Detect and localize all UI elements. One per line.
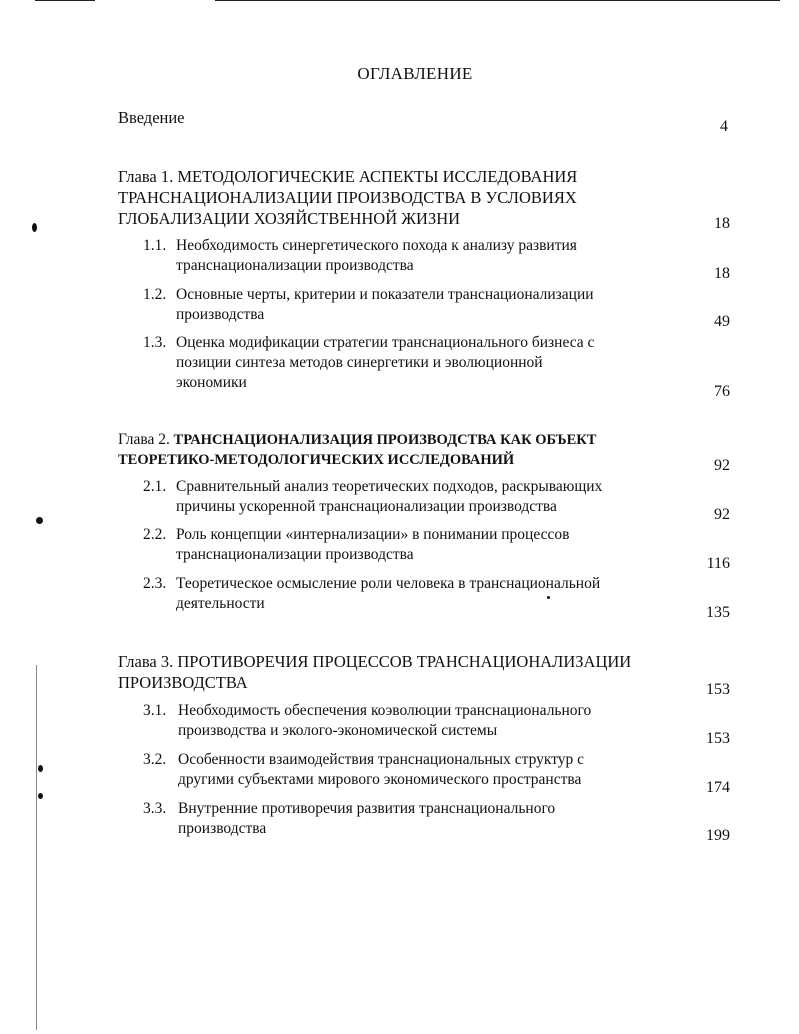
section-1-1-number: 1.1. — [143, 237, 167, 254]
chapter-2-prefix: Глава 2. — [118, 431, 170, 448]
scan-left-edge — [36, 665, 37, 1030]
section-3-1-number: 3.1. — [143, 702, 167, 719]
section-title-line: производства — [176, 306, 265, 323]
section-2-2-number: 2.2. — [143, 526, 167, 543]
chapter-2-title-line: ТРАНСНАЦИОНАЛИЗАЦИЯ ПРОИЗВОДСТВА КАК ОБЪЕКТ — [173, 432, 597, 448]
scan-top-edge — [215, 0, 780, 1]
section-1-3-number: 1.3. — [143, 334, 167, 351]
section-title-line: Необходимость синергетического похода к анализу развития — [176, 237, 577, 254]
section-title-line: Оценка модификации стратегии транснационального бизнеса с — [176, 334, 595, 351]
chapter-3-title-line: Глава 3. ПРОТИВОРЕЧИЯ ПРОЦЕССОВ ТРАНСНАЦИОНАЛИЗАЦИИ — [118, 652, 632, 671]
toc-intro-label: Введение — [118, 108, 185, 127]
section-1-2-number: 1.2. — [143, 286, 167, 303]
section-2-3-number: 2.3. — [143, 575, 167, 592]
chapter-2-title — [118, 429, 596, 470]
section-1-1-title — [176, 236, 577, 276]
section-title-line: Теоретическое осмысление роли человека в транснациональной — [176, 575, 601, 592]
section-3-3-title — [178, 799, 555, 839]
section-2-3-title — [176, 574, 600, 614]
scan-speck — [32, 223, 37, 232]
scan-top-edge-left — [35, 0, 95, 1]
chapter-1-title-line: ГЛОБАЛИЗАЦИИ ХОЗЯЙСТВЕННОЙ ЖИЗНИ — [118, 209, 461, 228]
section-3-1-title — [178, 701, 591, 741]
section-3-2-title — [178, 750, 584, 790]
toc-title: ОГЛАВЛЕНИЕ — [357, 64, 473, 83]
chapter-1-page: 18 — [714, 215, 730, 232]
section-title-line: деятельности — [176, 595, 265, 612]
chapter-2-page: 92 — [714, 457, 730, 474]
section-1-1-page: 18 — [714, 265, 730, 282]
toc-intro-page: 4 — [720, 118, 728, 135]
section-2-1-title — [176, 477, 602, 517]
chapter-3-title-line: ПРОИЗВОДСТВА — [118, 673, 248, 692]
scan-speck — [36, 517, 43, 524]
section-3-2-page: 174 — [706, 779, 730, 796]
section-2-2-page: 116 — [706, 555, 730, 572]
section-title-line: Роль концепции «интернализации» в понимании процессов — [176, 526, 570, 543]
chapter-3-page: 153 — [706, 681, 730, 698]
section-title-line: Внутренние противоречия развития транснационального — [178, 800, 556, 817]
section-title-line: транснационализации производства — [176, 546, 414, 563]
section-3-1-page: 153 — [706, 730, 730, 747]
chapter-1-title-line: Глава 1. МЕТОДОЛОГИЧЕСКИЕ АСПЕКТЫ ИССЛЕДОВАНИЯ — [118, 167, 578, 186]
section-title-line: другими субъектами мирового экономического пространства — [178, 771, 582, 788]
section-title-line: экономики — [176, 374, 247, 391]
section-3-2-number: 3.2. — [143, 751, 167, 768]
chapter-2-title-line: ТЕОРЕТИКО-МЕТОДОЛОГИЧЕСКИХ ИССЛЕДОВАНИЙ — [118, 452, 515, 468]
section-2-2-title — [176, 525, 569, 565]
chapter-1-title — [118, 166, 577, 229]
section-title-line: Необходимость обеспечения коэволюции транснационального — [178, 702, 592, 719]
scan-speck — [38, 765, 43, 772]
section-2-3-page: 135 — [706, 604, 730, 621]
section-title-line: причины ускоренной транснационализации производства — [176, 498, 557, 515]
section-title-line: позиции синтеза методов синергетики и эволюционной — [176, 354, 543, 371]
section-title-line: производства и эколого-экономической системы — [178, 722, 498, 739]
section-2-1-number: 2.1. — [143, 478, 167, 495]
section-title-line: производства — [178, 820, 267, 837]
section-1-3-page: 76 — [714, 383, 730, 400]
chapter-1-title-line: ТРАНСНАЦИОНАЛИЗАЦИИ ПРОИЗВОДСТВА В УСЛОВИЯХ — [118, 188, 577, 207]
section-title-line: Сравнительный анализ теоретических подходов, раскрывающих — [176, 478, 603, 495]
section-title-line: Основные черты, критерии и показатели транснационализации — [176, 286, 594, 303]
section-1-3-title — [176, 333, 594, 393]
chapter-3-title — [118, 651, 631, 693]
section-3-3-number: 3.3. — [143, 800, 167, 817]
section-3-3-page: 199 — [706, 827, 730, 844]
scan-speck — [38, 793, 43, 799]
section-1-2-page: 49 — [714, 313, 730, 330]
section-title-line: транснационализации производства — [176, 257, 414, 274]
section-title-line: Особенности взаимодействия транснациональных структур с — [178, 751, 585, 768]
section-2-1-page: 92 — [714, 506, 730, 523]
section-1-2-title — [176, 285, 594, 325]
